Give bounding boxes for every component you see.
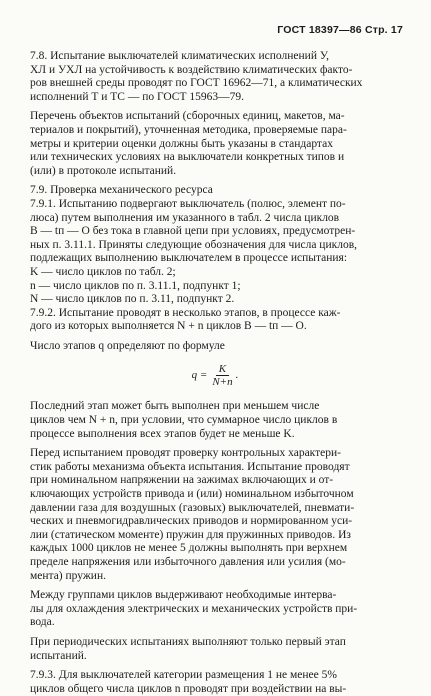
text-line: пределе напряжения или избыточного давления или усилия (мо- — [30, 556, 346, 568]
text-line: n — число циклов по п. 3.11.1, подпункт 1; — [30, 279, 241, 292]
formula-fraction — [209, 363, 235, 388]
text-line: Перечень объектов испытаний (сборочных единиц, макетов, ма- — [30, 110, 345, 123]
paragraph — [30, 400, 400, 441]
text-line: При периодических испытаниях выполняют только первый этап — [30, 635, 346, 648]
document-body — [30, 50, 400, 696]
paragraph — [30, 589, 400, 630]
formula-lhs: q = — [191, 369, 208, 382]
text-line: ХЛ и УХЛ на устойчивость к воздействию климатических факто- — [30, 63, 353, 76]
formula-numerator: K — [216, 363, 229, 376]
text-line: 7.8. Испытание выключателей климатических исполнений У, — [30, 50, 329, 62]
text-line: ров внешней среды проводят по ГОСТ 16962—71, а климатических — [30, 77, 363, 90]
text-line: (или) в протоколе испытаний. — [30, 164, 177, 177]
text-line: циклов общего числа циклов n проводят при воздействии на вы- — [30, 682, 347, 695]
paragraph — [30, 184, 400, 334]
text-line: мента) пружин. — [30, 569, 106, 582]
paragraph — [30, 50, 400, 104]
page-header: ГОСТ 18397—86 Стр. 17 — [277, 24, 403, 36]
text-line: Между группами циклов выдерживают необходимые интерва- — [30, 589, 337, 602]
text-line: циклов чем N + n, при условии, что суммарное число циклов в — [30, 414, 338, 427]
formula — [30, 363, 400, 388]
text-line: N — число циклов по п. 3.11, подпункт 2. — [30, 293, 235, 306]
text-line: процессе выполнения всех этапов будет не меньше K. — [30, 427, 295, 440]
paragraph — [30, 340, 400, 354]
text-line: Последний этап может быть выполнен при меньшем числе — [30, 400, 320, 413]
text-line: ческих и пневмогидравлических приводов и нормированном уси- — [30, 515, 353, 528]
text-line: териалов и покрытий), уточненная методика, проверяемые пара- — [30, 123, 347, 136]
text-line: дого из которых выполняется N + n циклов В — tп — О. — [30, 320, 307, 333]
text-line: Число этапов q определяют по формуле — [30, 339, 225, 352]
text-line: подлежащих выполнению выключателем в процессе испытания: — [30, 252, 348, 265]
paragraph — [30, 669, 400, 696]
text-line: ключающих устройств привода и (или) номинальном избыточном — [30, 488, 354, 501]
text-line: лы для охлаждения электрических и механических устройств при- — [30, 602, 358, 615]
formula-denominator: N+n — [212, 376, 233, 389]
text-line: при номинальном напряжении на зажимах включающих и от- — [30, 474, 334, 487]
text-line: лии (статическом моменте) пружин для пружинных приводов. Из — [30, 528, 351, 541]
text-line: 7.9. Проверка механического ресурса — [30, 184, 213, 197]
paragraph — [30, 110, 400, 178]
text-line: ных п. 3.11.1. Приняты следующие обозначения для числа циклов, — [30, 238, 357, 251]
text-line: Перед испытанием проводят проверку контрольных характери- — [30, 447, 341, 460]
text-line: 7.9.3. Для выключателей категории размещения 1 не менее 5% — [30, 669, 337, 682]
text-line: давлении газа для воздушных (газовых) выключателей, пневмати- — [30, 501, 355, 514]
paragraph — [30, 636, 400, 663]
formula-suffix: . — [235, 369, 239, 382]
text-line: люса) путем выполнения им указанного в табл. 2 числа циклов — [30, 211, 340, 224]
text-line: стик работы механизма объекта испытания. Испытание проводят — [30, 460, 350, 473]
text-line: 7.9.2. Испытание проводят в несколько этапов, в процессе каж- — [30, 306, 341, 319]
text-line: вода. — [30, 616, 55, 629]
paragraph — [30, 447, 400, 583]
text-section-before-formula — [30, 50, 400, 353]
text-line: исполнений Т и ТС — по ГОСТ 15963—79. — [30, 90, 245, 103]
text-line: K — число циклов по табл. 2; — [30, 265, 176, 278]
text-line: или технических условиях на выключатели конкретных типов и — [30, 151, 345, 164]
text-line: испытаний. — [30, 649, 87, 662]
text-section-after-formula — [30, 400, 400, 696]
text-line: каждых 1000 циклов не менее 5 должны выполнять при верхнем — [30, 542, 348, 555]
text-line: В — tп — О без тока в главной цепи при условиях, предусмотрен- — [30, 225, 356, 238]
text-line: метры и критерии оценки должны быть указаны в стандартах — [30, 137, 333, 150]
text-line: 7.9.1. Испытанию подвергают выключатель (полюс, элемент по- — [30, 197, 346, 210]
